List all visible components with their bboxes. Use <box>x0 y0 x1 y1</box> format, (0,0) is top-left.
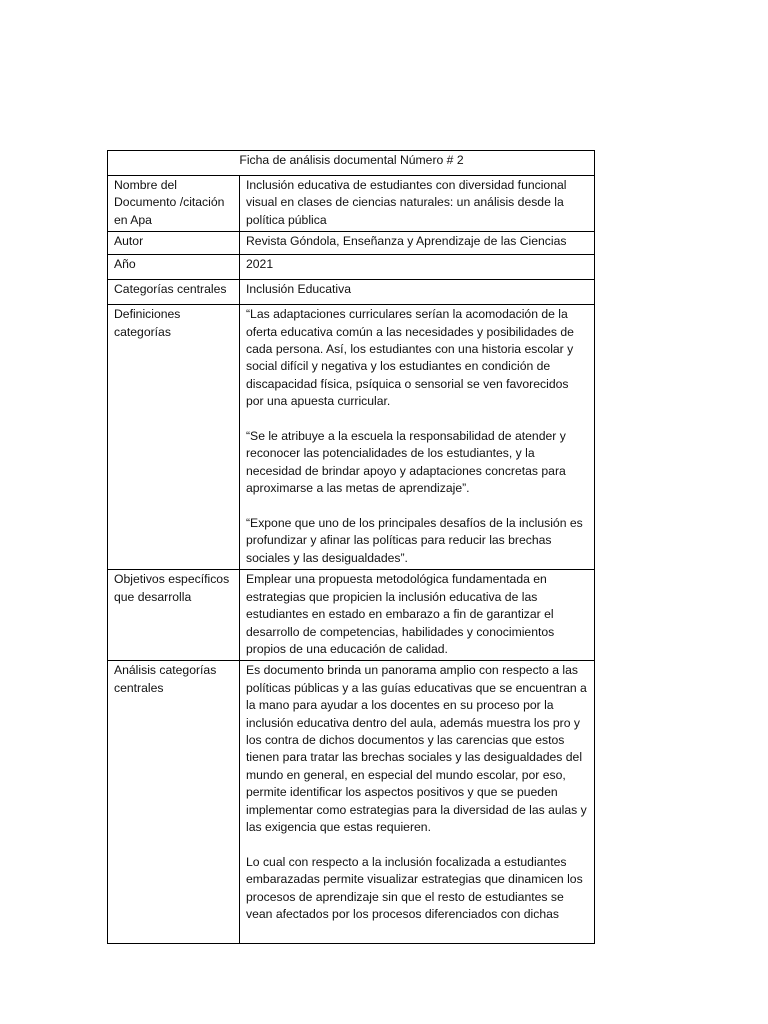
row-value-analisis <box>240 661 595 944</box>
table-row <box>108 305 595 570</box>
table-row <box>108 232 595 255</box>
table-row <box>108 176 595 232</box>
row-value-autor: Revista Góndola, Enseñanza y Aprendizaje de las Ciencias <box>240 232 595 255</box>
table-row <box>108 570 595 661</box>
definition-paragraph: “Se le atribuye a la escuela la responsabilidad de atender y reconocer las potencialidades de los estudiantes, y la necesidad de brindar apoyo y adaptaciones concretas para aproximarse a las metas de aprendizaje”. <box>246 429 566 496</box>
table-row <box>108 255 595 280</box>
row-label-categorias: Categorías centrales <box>108 280 240 305</box>
row-value-anio: 2021 <box>240 255 595 280</box>
row-value-objetivos: Emplear una propuesta metodológica fundamentada en estrategias que propicien la inclusión educativa de las estudiantes en estado en embarazo a fin de garantizar el desarrollo de competencias, habilidades y conocimientos propios de una educación de calidad. <box>240 570 595 661</box>
definition-paragraph: “Las adaptaciones curriculares serían la acomodación de la oferta educativa común a las necesidades y posibilidades de cada persona. Así, los estudiantes con una historia escolar y social difícil y negativa y los estudiantes en condición de discapacidad física, psíquica o sensorial se ven favorecidos por una apuesta curricular. <box>246 307 574 409</box>
analysis-sheet-table <box>107 150 595 944</box>
table-row <box>108 661 595 944</box>
analysis-paragraph: Es documento brinda un panorama amplio con respecto a las políticas públicas y a las guías educativas que se encuentran a la mano para ayudar a los docentes en su proceso por la inclusión educativa dentro del aula, además muestra los pro y los contra de dichos documentos y las carencias que estos tienen para tratar las brechas sociales y las desigualdades del mundo en general, en especial del mundo escolar, por eso, permite identificar los aspectos positivos y que se pueden implementar como estrategias para la diversidad de las aulas y las exigencia que estas requieren. <box>246 663 587 834</box>
row-label-anio: Año <box>108 255 240 280</box>
table-title-row <box>108 151 595 176</box>
row-label-analisis: Análisis categorías centrales <box>108 661 240 944</box>
row-value-categorias: Inclusión Educativa <box>240 280 595 305</box>
row-label-objetivos: Objetivos específicos que desarrolla <box>108 570 240 661</box>
table-row <box>108 280 595 305</box>
row-value-nombre: Inclusión educativa de estudiantes con diversidad funcional visual en clases de ciencias naturales: un análisis desde la política pública <box>240 176 595 232</box>
row-label-definiciones: Definiciones categorías <box>108 305 240 570</box>
table-title: Ficha de análisis documental Número # 2 <box>108 151 595 176</box>
analysis-paragraph: Lo cual con respecto a la inclusión focalizada a estudiantes embarazadas permite visualizar estrategias que dinamicen los procesos de aprendizaje sin que el resto de estudiantes se vean afectados por los procesos diferenciados con dichas <box>246 854 583 921</box>
row-label-nombre: Nombre del Documento /citación en Apa <box>108 176 240 232</box>
row-value-definiciones <box>240 305 595 570</box>
definition-paragraph: “Expone que uno de los principales desafíos de la inclusión es profundizar y afinar las políticas para reducir las brechas sociales y las desigualdades”. <box>246 516 583 565</box>
row-label-autor: Autor <box>108 232 240 255</box>
